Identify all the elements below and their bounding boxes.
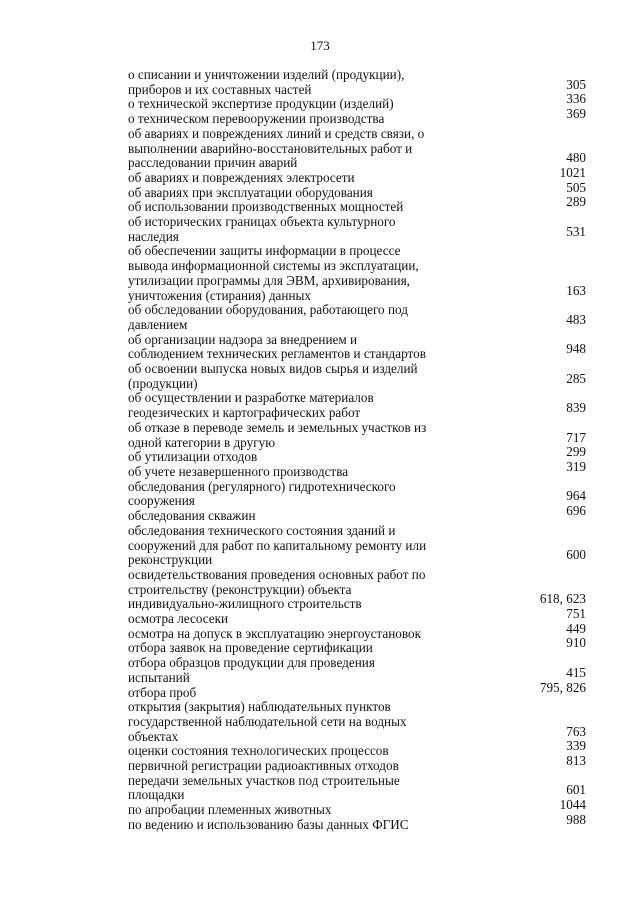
index-entry xyxy=(128,244,586,303)
entry-line: об исторических границах объекта культурного xyxy=(128,214,396,230)
entry-page-number: 531 xyxy=(566,223,586,239)
entry-line: (продукции) xyxy=(128,375,198,391)
entry-page-number: 988 xyxy=(566,811,586,827)
entry-page-number: 369 xyxy=(566,106,586,122)
index-entry xyxy=(128,303,586,332)
entry-line: реконструкции xyxy=(128,552,213,568)
entry-line: открытия (закрытия) наблюдательных пунктов xyxy=(128,699,391,715)
entry-text xyxy=(128,774,428,803)
entry-page-number: 795, 826 xyxy=(539,679,586,695)
entry-page-number: 910 xyxy=(566,635,586,651)
entry-line: об обеспечении защиты информации в процессе xyxy=(128,243,401,259)
entry-page-number: 601 xyxy=(566,782,586,798)
entry-line: наследия xyxy=(128,228,179,244)
entry-line: соблюдением технических регламентов и стандартов xyxy=(128,346,426,362)
entry-line: отбора заявок на проведение сертификации xyxy=(128,640,373,656)
index-entry xyxy=(128,421,586,450)
index-entry xyxy=(128,656,586,685)
entry-text xyxy=(128,200,428,215)
entry-line: о технической экспертизе продукции (изделий) xyxy=(128,96,394,112)
entry-page-number: 600 xyxy=(566,547,586,563)
entry-line: об осуществлении и разработке материалов xyxy=(128,390,374,406)
index-entry xyxy=(128,606,586,627)
index-entry xyxy=(128,753,586,774)
index-entry xyxy=(128,700,586,744)
entry-text xyxy=(128,97,428,112)
entry-text xyxy=(128,171,428,186)
entry-page-number: 696 xyxy=(566,503,586,519)
entry-page-number: 964 xyxy=(566,488,586,504)
entry-line: о списании и уничтожении изделий (продукции), xyxy=(128,67,405,82)
index-entry xyxy=(128,503,586,524)
index-entry xyxy=(128,738,586,759)
index-entry xyxy=(128,774,586,803)
entry-page-number: 751 xyxy=(566,606,586,622)
entry-line: сооружений для работ по капитальному ремонту или xyxy=(128,537,427,553)
index-entry xyxy=(128,391,586,420)
index-entry xyxy=(128,811,586,833)
index-entry xyxy=(128,797,586,818)
entry-text xyxy=(128,303,428,332)
entry-page-number: 319 xyxy=(566,458,586,474)
entry-line: площадки xyxy=(128,787,185,803)
entry-line: об отказе в переводе земель и земельных участков из xyxy=(128,419,427,435)
entry-line: первичной регистрации радиоактивных отходов xyxy=(128,758,399,774)
entry-text xyxy=(128,450,428,465)
entry-line: об обследовании оборудования, работающего под xyxy=(128,302,408,318)
entry-page-number: 505 xyxy=(566,179,586,195)
entry-line: осмотра лесосеки xyxy=(128,611,229,627)
entry-text xyxy=(128,656,428,685)
entry-line: оценки состояния технологических процессов xyxy=(128,743,389,759)
entry-text xyxy=(128,186,428,201)
entry-line: освидетельствования проведения основных работ по xyxy=(128,566,426,582)
entry-page-number: 618, 623 xyxy=(539,591,586,607)
index-entry xyxy=(128,620,586,642)
entry-text xyxy=(128,215,428,244)
index-entry xyxy=(128,444,586,465)
entry-line: обследования технического состояния зданий и xyxy=(128,522,396,538)
entry-text xyxy=(128,244,428,303)
index-entry xyxy=(128,215,586,244)
entry-line: приборов и их составных частей xyxy=(128,81,312,97)
entry-page-number: 415 xyxy=(566,664,586,680)
entry-line: об утилизации отходов xyxy=(128,449,258,465)
index-entry xyxy=(128,635,586,656)
entry-line: геодезических и картографических работ xyxy=(128,405,361,421)
entry-line: отбора образцов продукции для проведения xyxy=(128,655,375,671)
entry-line: передачи земельных участков под строительные xyxy=(128,772,400,788)
entry-text xyxy=(128,480,428,509)
entry-line: об авариях при эксплуатации оборудования xyxy=(128,184,373,200)
entry-line: государственной наблюдательной сети на водных xyxy=(128,713,407,729)
entry-page-number: 285 xyxy=(566,370,586,386)
entry-page-number: 289 xyxy=(566,194,586,210)
index-entry xyxy=(128,91,586,112)
index-entry xyxy=(128,524,586,568)
entry-line: об освоении выпуска новых видов сырья и изделий xyxy=(128,361,418,377)
entry-text xyxy=(128,524,428,568)
entry-page-number: 717 xyxy=(566,429,586,445)
index-entry xyxy=(128,362,586,391)
entry-page-number: 305 xyxy=(566,76,586,92)
entry-line: давлением xyxy=(128,316,188,332)
entry-line: утилизации программы для ЭВМ, архивирования, xyxy=(128,272,410,288)
entry-line: испытаний xyxy=(128,669,190,685)
entry-text xyxy=(128,465,428,480)
entry-line: обследования (регулярного) гидротехнического xyxy=(128,478,396,494)
index-list xyxy=(128,68,586,833)
entry-line: об авариях и повреждениях электросети xyxy=(128,169,355,185)
entry-text xyxy=(128,509,428,524)
entry-line: об организации надзора за внедрением и xyxy=(128,331,358,347)
entry-text xyxy=(128,818,428,833)
entry-page-number: 336 xyxy=(566,91,586,107)
entry-page-number: 813 xyxy=(566,753,586,769)
entry-line: по апробации племенных животных xyxy=(128,802,332,818)
index-entry xyxy=(128,333,586,362)
index-entry xyxy=(128,68,586,97)
entry-line: обследования скважин xyxy=(128,508,256,524)
entry-page-number: 449 xyxy=(566,620,586,636)
index-entry xyxy=(128,179,586,201)
index-entry xyxy=(128,458,586,480)
entry-text xyxy=(128,568,428,612)
entry-text xyxy=(128,686,428,701)
entry-line: расследовании причин аварий xyxy=(128,155,298,171)
index-entry xyxy=(128,480,586,509)
entry-line: уничтожения (стирания) данных xyxy=(128,287,311,303)
entry-line: индивидуально-жилищного строительств xyxy=(128,596,362,612)
entry-line: вывода информационной системы из эксплуатации, xyxy=(128,258,419,274)
entry-page-number: 339 xyxy=(566,738,586,754)
entry-line: одной категории в другую xyxy=(128,434,276,450)
index-entry xyxy=(128,194,586,215)
entry-text xyxy=(128,127,428,171)
entry-text xyxy=(128,68,428,97)
entry-text xyxy=(128,759,428,774)
entry-line: об учете незавершенного производства xyxy=(128,463,349,479)
entry-text xyxy=(128,391,428,420)
entry-text xyxy=(128,744,428,759)
entry-line: по ведению и использованию базы данных ФГИС xyxy=(128,816,409,832)
entry-line: строительству (реконструкции) объекта xyxy=(128,581,352,597)
entry-text xyxy=(128,333,428,362)
entry-page-number: 763 xyxy=(566,723,586,739)
page-number: 173 xyxy=(310,38,330,53)
entry-line: объектах xyxy=(128,728,179,744)
entry-text xyxy=(128,362,428,391)
entry-page-number: 1021 xyxy=(559,164,586,180)
entry-text xyxy=(128,803,428,818)
entry-line: об авариях и повреждениях линий и средств связи, о xyxy=(128,125,425,141)
index-entry xyxy=(128,164,586,186)
entry-text xyxy=(128,700,428,744)
entry-line: осмотра на допуск в эксплуатацию энергоустановок xyxy=(128,625,422,641)
entry-page-number: 1044 xyxy=(559,797,586,813)
entry-line: о техническом перевооружении производства xyxy=(128,111,385,127)
index-entry xyxy=(128,679,586,701)
entry-text xyxy=(128,421,428,450)
entry-line: выполнении аварийно-восстановительных работ и xyxy=(128,140,413,156)
entry-page-number: 948 xyxy=(566,341,586,357)
index-entry xyxy=(128,127,586,171)
entry-text xyxy=(128,627,428,642)
entry-text xyxy=(128,612,428,627)
index-entry xyxy=(128,568,586,612)
entry-page-number: 163 xyxy=(566,282,586,298)
entry-page-number: 839 xyxy=(566,400,586,416)
entry-text xyxy=(128,641,428,656)
entry-line: сооружения xyxy=(128,493,195,509)
entry-page-number: 480 xyxy=(566,150,586,166)
entry-line: об использовании производственных мощностей xyxy=(128,199,404,215)
entry-text xyxy=(128,112,428,127)
entry-line: отбора проб xyxy=(128,684,197,700)
index-entry xyxy=(128,106,586,127)
entry-page-number: 299 xyxy=(566,444,586,460)
entry-page-number: 483 xyxy=(566,311,586,327)
